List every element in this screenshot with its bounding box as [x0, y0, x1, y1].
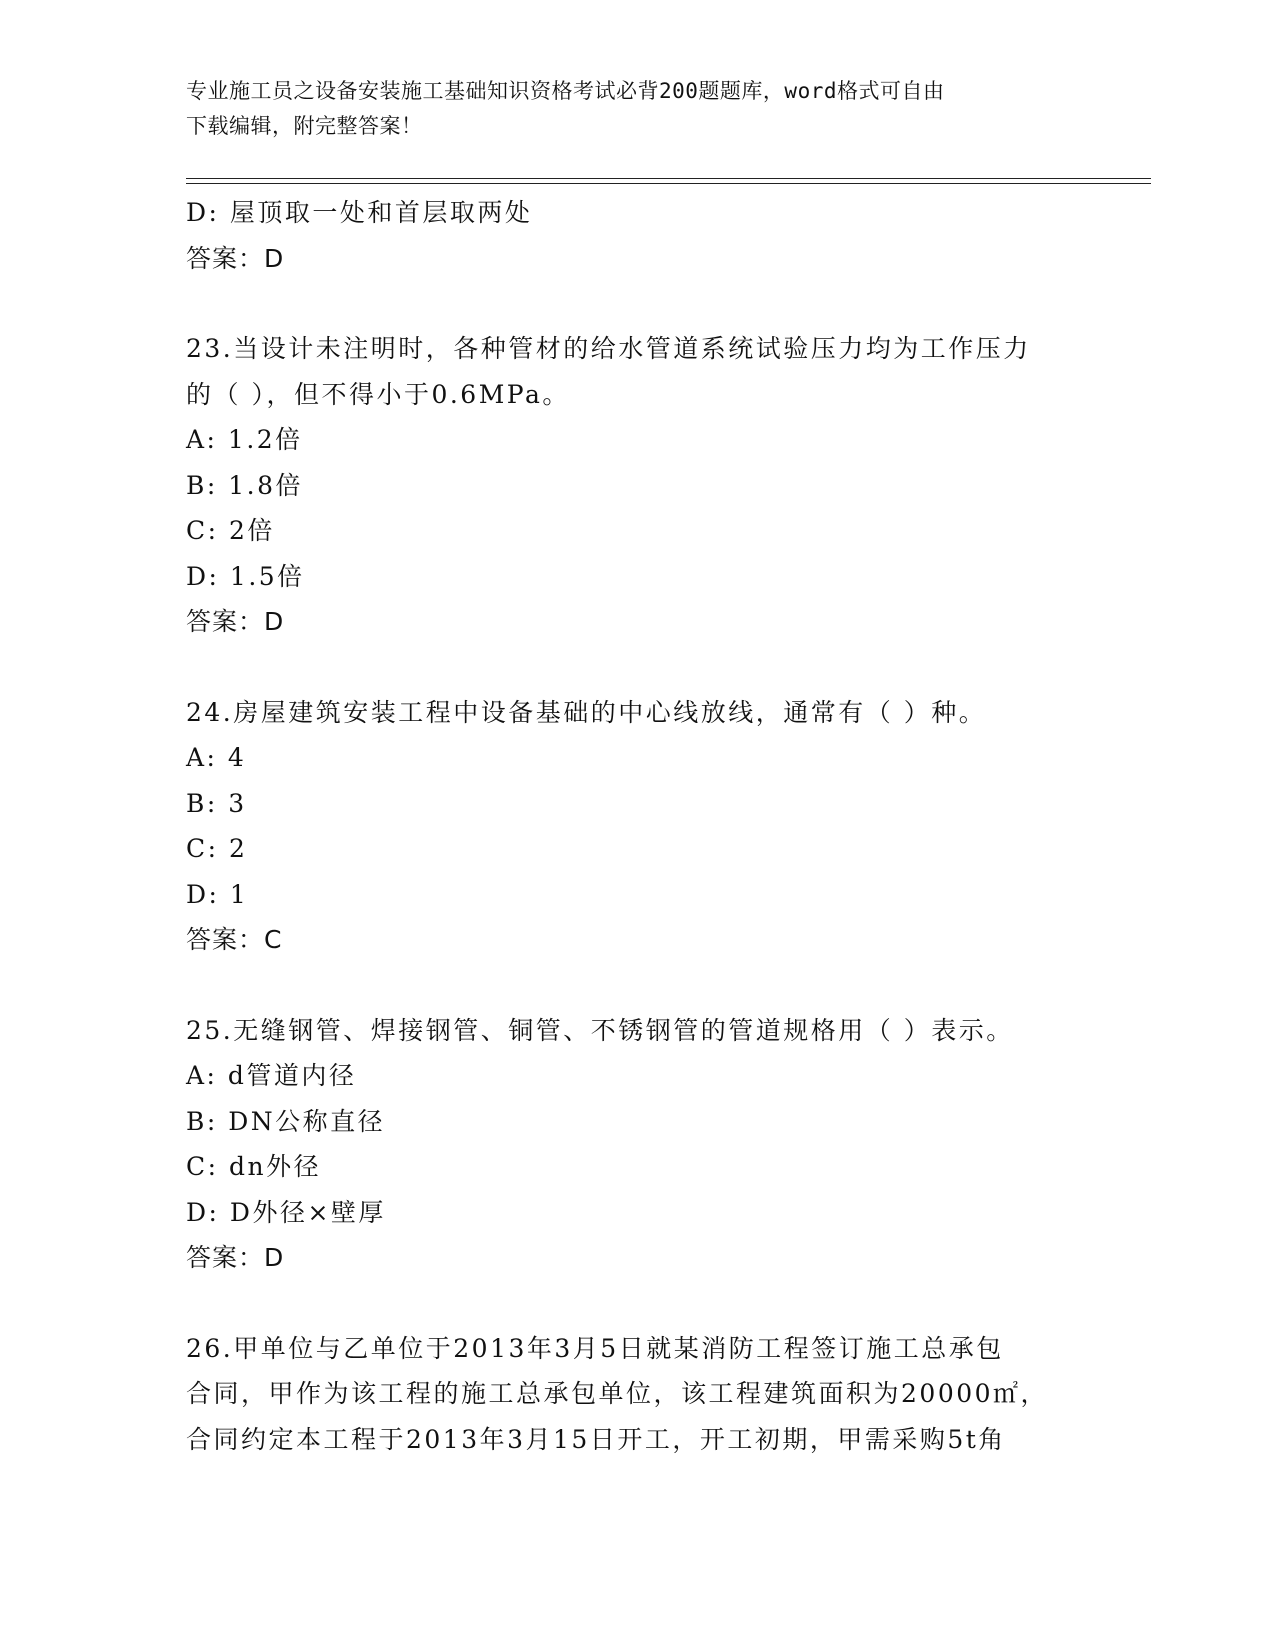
question-24-option-b: B: 3 — [186, 788, 247, 818]
question-25-answer: 答案：D — [186, 1243, 285, 1272]
question-25-option-b: B: DN公称直径 — [186, 1106, 386, 1136]
prev-answer: 答案：D — [186, 243, 285, 273]
question-26-stem-1: 26.甲单位与乙单位于2013年3月5日就某消防工程签订施工总承包 — [186, 1333, 1004, 1363]
question-24-option-a: A: 4 — [186, 743, 247, 772]
question-23-option-a: A: 1.2倍 — [186, 425, 303, 454]
question-23-option-d: D: 1.5倍 — [186, 561, 305, 591]
question-23-stem-2: 的（ ），但不得小于0.6MPa。 — [186, 379, 570, 409]
question-23-answer: 答案：D — [186, 607, 285, 636]
document-header — [186, 74, 1066, 144]
question-25-option-d: D: D外径×壁厚 — [186, 1197, 386, 1227]
question-26 — [186, 1326, 1086, 1463]
question-26-stem-2: 合同，甲作为该工程的施工总承包单位，该工程建筑面积为20000㎡， — [186, 1379, 1049, 1408]
question-23-option-b: B: 1.8倍 — [186, 470, 303, 500]
question-24-option-d: D: 1 — [186, 879, 249, 909]
header-divider-top — [186, 178, 1151, 179]
question-23-stem-1: 23.当设计未注明时，各种管材的给水管道系统试验压力均为工作压力 — [186, 334, 1031, 363]
question-list — [186, 190, 1086, 1462]
question-25-stem-1: 25.无缝钢管、焊接钢管、铜管、不锈钢管的管道规格用（ ）表示。 — [186, 1015, 1014, 1045]
question-24-option-c: C: 2 — [186, 834, 248, 863]
question-26-stem-3: 合同约定本工程于2013年3月15日开工，开工初期，甲需采购5t角 — [186, 1424, 1006, 1454]
question-24-stem-1: 24.房屋建筑安装工程中设备基础的中心线放线，通常有（ ）种。 — [186, 697, 987, 727]
question-24-answer: 答案：C — [186, 925, 283, 954]
question-24 — [186, 690, 1086, 963]
question-23-option-c: C: 2倍 — [186, 516, 275, 545]
header-line-2: 下载编辑，附完整答案！ — [186, 114, 423, 138]
question-23 — [186, 326, 1086, 645]
question-25 — [186, 1008, 1086, 1281]
header-divider-bottom — [186, 183, 1151, 184]
header-line-1: 专业施工员之设备安装施工基础知识资格考试必背200题题库，word格式可自由 — [186, 79, 945, 103]
prev-option-d: D: 屋顶取一处和首层取两处 — [186, 198, 533, 227]
question-25-option-a: A: d管道内径 — [186, 1061, 357, 1090]
question-25-option-c: C: dn外径 — [186, 1152, 322, 1181]
